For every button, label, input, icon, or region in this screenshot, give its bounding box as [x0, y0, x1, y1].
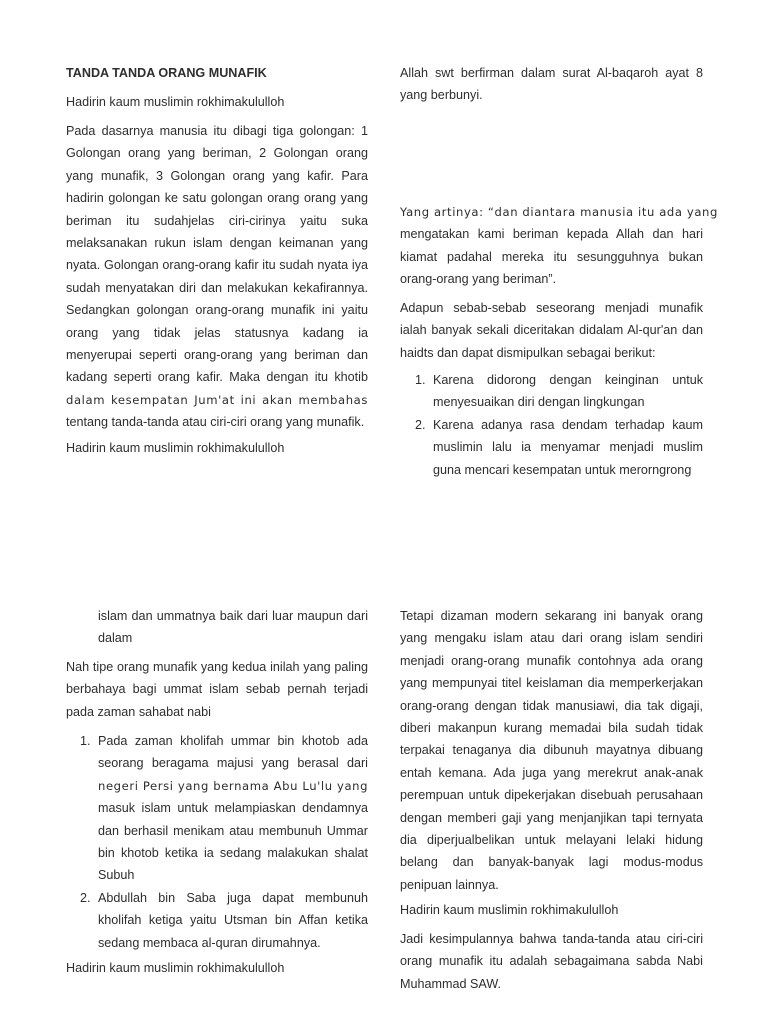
text-line: dia diperjualbelikan untuk melayani lelaki hidung — [400, 832, 703, 847]
list-number: 2. — [415, 417, 426, 432]
text-line: Nah tipe orang munafik yang kedua inilah yang paling — [66, 660, 368, 674]
continued-text — [98, 605, 368, 650]
conclusion-paragraph — [400, 928, 703, 995]
text-line: orang-orang yang beriman”. — [400, 272, 557, 287]
text-line: orang munafik itu adalah sebagaimana sabda Nabi — [400, 954, 703, 969]
text-line: Hadirin kaum muslimin rokhimakululloh — [66, 441, 285, 455]
text-line: Jadi kesimpulannya bahwa tanda-tanda atau ciri-ciri — [400, 932, 703, 946]
text-line: diberi makanpun kurang memadai bila sudah tidak — [400, 720, 703, 735]
text-line: Karena adanya rasa dendam terhadap kaum — [433, 417, 703, 432]
text-line: dalam kesempatan Jum'at ini akan membahas — [66, 392, 368, 407]
firman-paragraph — [400, 62, 703, 107]
text-line: kiamat padahal mereka itu sesungguhnya bukan — [400, 249, 703, 264]
translation-paragraph — [400, 201, 718, 291]
list-number: 2. — [80, 890, 91, 905]
list-number: 1. — [415, 373, 426, 387]
text-line: tentang tanda-tanda atau ciri-ciri orang yang munafik. — [66, 415, 365, 430]
text-line: Adapun sebab-sebab seseorang menjadi munafik — [400, 301, 703, 315]
greeting-paragraph — [400, 899, 703, 921]
text-line: Muhammad SAW. — [400, 976, 502, 991]
text-line: haidts dan dapat dismipulkan sebagai berikut: — [400, 345, 656, 360]
list-number: 1. — [80, 734, 91, 748]
text-line: terpakai tenaganya dia dibunuh mayatnya dibuang — [400, 743, 703, 758]
text-line: mengatakan kami beriman kepada Allah dan hari — [400, 227, 703, 242]
text-line: Hadirin kaum muslimin rokhimakululloh — [66, 95, 285, 109]
causes-paragraph — [400, 297, 703, 364]
list-item — [80, 887, 368, 954]
text-line: kholifah ketiga yaitu Utsman bin Affan ketika — [98, 913, 368, 928]
text-line: hadirin golongan ke satu golongan orang orang yang — [66, 191, 368, 206]
greeting-paragraph — [66, 437, 368, 459]
text-line: dalam — [98, 631, 133, 646]
document-title: TANDA TANDA ORANG MUNAFIK — [66, 66, 267, 80]
text-line: Subuh — [98, 868, 135, 883]
text-line: Sedangkan golongan orang-orang munafik ini yaitu — [66, 303, 368, 318]
text-line: masuk islam untuk melampiaskan dendamnya — [98, 801, 368, 816]
text-line: Yang artinya: “dan diantara manusia itu ada yang — [400, 205, 718, 219]
text-line: Hadirin kaum muslimin rokhimakululloh — [66, 961, 285, 975]
text-line: belang dan banyak-banyak lagi modus-modus — [400, 855, 703, 870]
text-line: entah kemana. Ada juga yang merekrut anak-anak — [400, 765, 703, 780]
text-line: menyesuaikan diri dengan lingkungan — [433, 395, 645, 410]
intro-paragraph — [66, 120, 368, 433]
modern-paragraph — [400, 605, 703, 896]
text-line: orang-orang dengan tidak manusiawi, dia tak digaji, — [400, 698, 703, 713]
text-line: Golongan orang yang beriman, 2 Golongan orang — [66, 146, 368, 161]
list-item — [80, 730, 369, 887]
text-line: ialah banyak sekali diceritakan didalam Al-qur'an dan — [400, 323, 703, 338]
history-list — [80, 730, 369, 954]
text-line: orang yang tidak jelas statusnya kadang ia — [66, 325, 368, 340]
text-line: berbahaya bagi ummat islam sebab pernah terjadi — [66, 682, 368, 697]
text-line: dengan memberi gaji yang menjanjikan tapi ternyata — [400, 810, 703, 825]
text-line: Hadirin kaum muslimin rokhimakululloh — [400, 903, 619, 917]
greeting-paragraph — [66, 957, 368, 979]
text-line: pada zaman sahabat nabi — [66, 704, 211, 719]
text-line: yang mempunyai titel keislaman dia memperkerjakan — [400, 676, 703, 691]
text-line: dan berhasil menikam atau membunuh Ummar — [98, 823, 368, 838]
text-line: sudah menyatakan diri dan melakukan kekafirannya. — [66, 280, 368, 295]
causes-list — [415, 369, 703, 481]
text-line: Allah swt berfirman dalam surat Al-baqaroh ayat 8 — [400, 66, 703, 80]
text-line: melaksanakan rukun islam dengan keimanan yang — [66, 235, 368, 250]
second-type-paragraph — [66, 656, 368, 723]
list-item — [415, 369, 703, 414]
text-line: negeri Persi yang bernama Abu Lu'lu yang — [98, 778, 369, 793]
text-line: Pada zaman kholifah ummar bin khotob ada — [98, 734, 368, 748]
text-line: yang mengaku islam atau dari orang islam sendiri — [400, 631, 703, 646]
text-line: muslimin lalu ia menyamar menjadi muslim — [433, 440, 703, 455]
text-line: beriman itu sudahjelas ciri-cirinya yaitu suka — [66, 213, 368, 228]
text-line: perempuan untuk dipekerjakan disebuah perusahaan — [400, 788, 703, 803]
text-line: Pada dasarnya manusia itu dibagi tiga golongan: 1 — [66, 124, 368, 138]
text-line: Abdullah bin Saba juga dapat membunuh — [98, 890, 368, 905]
greeting-paragraph — [66, 91, 368, 113]
text-line: menjadi orang-orang munafik contohnya ada orang — [400, 653, 703, 668]
text-line: sedang membaca al-quran dirumahnya. — [98, 935, 321, 950]
text-line: Tetapi dizaman modern sekarang ini banyak orang — [400, 609, 703, 623]
list-item — [415, 414, 703, 481]
text-line: kadang seperti orang kafir. Maka dengan itu khotib — [66, 370, 368, 385]
text-line: yang munafik, 3 Golongan orang yang kafir. Para — [66, 168, 368, 183]
text-line: islam dan ummatnya baik dari luar maupun dari — [98, 609, 368, 623]
text-line: yang berbunyi. — [400, 88, 483, 103]
text-line: bin khotob ketika ia sedang malakukan shalat — [98, 845, 368, 860]
text-line: seorang beragama majusi yang berasal dari — [98, 756, 368, 771]
text-line: guna mencari kesempatan untuk merorngrong — [433, 462, 692, 477]
text-line: Karena didorong dengan keinginan untuk — [433, 373, 703, 387]
text-line: nyata. Golongan orang-orang kafir itu sudah nyata iya — [66, 258, 368, 273]
text-line: menyerupai seperti orang-orang yang beriman dan — [66, 347, 368, 362]
text-line: penipuan lainnya. — [400, 877, 499, 892]
